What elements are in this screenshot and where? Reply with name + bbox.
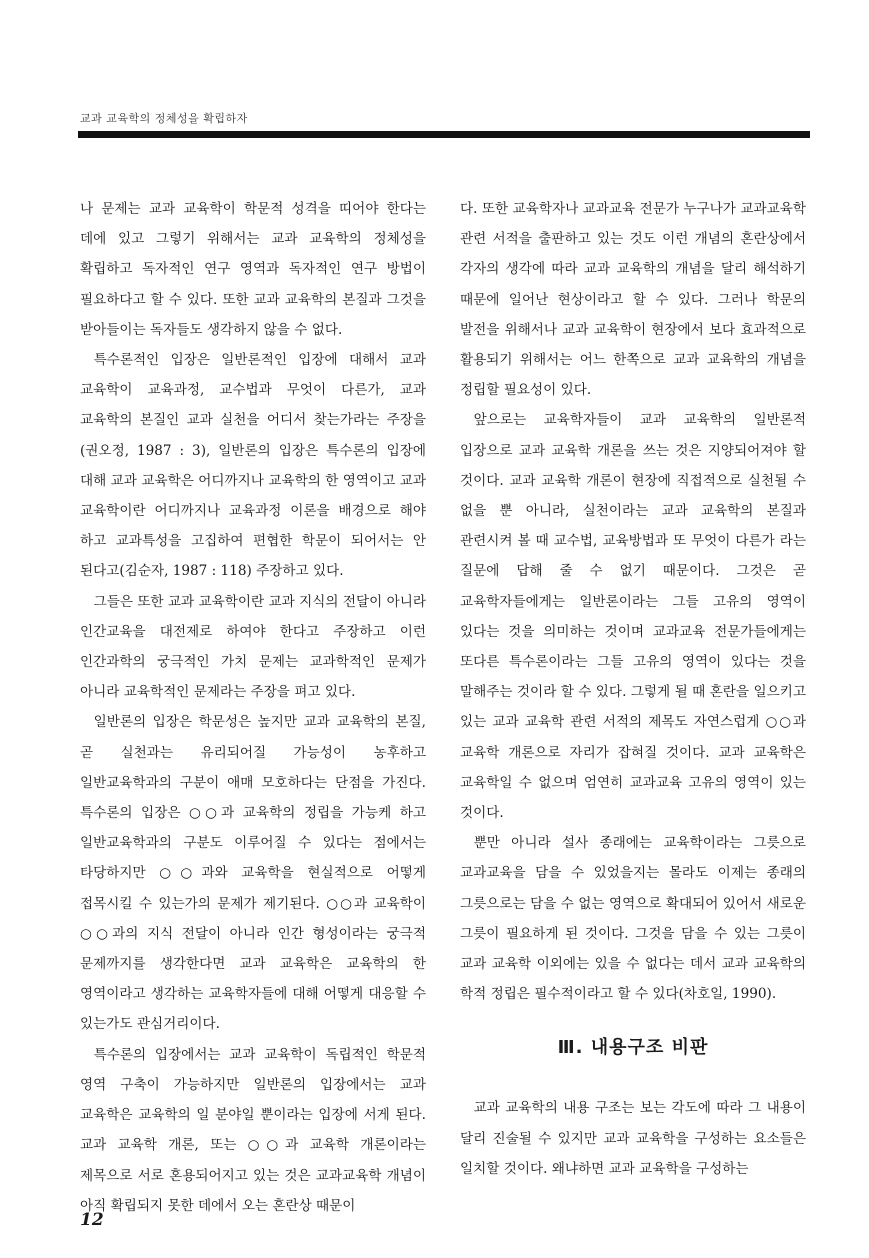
header-rule: [78, 131, 810, 138]
paragraph: 나 문제는 교과 교육학이 학문적 성격을 띠어야 한다는 데에 있고 그렇기 위해서는 교과 교육학의 정체성을 확립하고 독자적인 연구 영역과 독자적인 연구 방법이 필요하다고 할 수 있다. 또한 교과 교육학의 본질과 그것을 받아들이는 독자들도 생각하지 않을 수 없다.: [80, 201, 426, 338]
paragraph: 앞으로는 교육학자들이 교과 교육학의 일반론적 입장으로 교과 교육학 개론을 쓰는 것은 지양되어져야 할 것이다. 교과 교육학 개론이 현장에 직접적으로 실천될 수 없을 뿐 아니라, 실천이라는 교과 교육학의 본질과 관련시켜 볼 때 교수법, 교육방법과 또 무엇이 다른가 라는 질문에 답해 줄 수 없기 때문이다. 그것은 곧 교육학자들에게는 일반론이라는 그들 고유의 영역이 있다는 것을 의미하는 것이며 교과교육 전문가들에게는 또다른 특수론이라는 그들 고유의 영역이 있다는 것을 말해주는 것이라 할 수 있다. 그렇게 될 때 혼란을 일으키고 있는 교과 교육학 관련 서적의 제목도 자연스럽게 ○○과 교육학 개론으로 자리가 잡혀질 것이다. 교과 교육학은 교육학일 수 없으며 엄연히 교과교육 고유의 영역이 있는 것이다.: [460, 412, 806, 822]
paragraph: 그들은 또한 교과 교육학이란 교과 지식의 전달이 아니라 인간교육을 대전제로 하여야 한다고 주장하고 이런 인간과학의 궁극적인 가치 문제는 교과학적인 문제가 아니라 교육학적인 문제라는 주장을 펴고 있다.: [80, 593, 426, 701]
paragraph: 다. 또한 교육학자나 교과교육 전문가 누구나가 교과교육학 관련 서적을 출판하고 있는 것도 이런 개념의 혼란상에서 각자의 생각에 따라 교과 교육학의 개념을 달리 해석하기 때문에 일어난 현상이라고 할 수 있다. 그러나 학문의 발전을 위해서나 교과 교육학이 현장에서 보다 효과적으로 활용되기 위해서는 어느 한쪽으로 교과 교육학의 개념을 정립할 필요성이 있다.: [460, 201, 806, 399]
running-header: 교과 교육학의 정체성을 확립하자: [80, 112, 248, 125]
left-column: [80, 194, 426, 1221]
right-column: [460, 194, 806, 1184]
paragraph: 일반론의 입장은 학문성은 높지만 교과 교육학의 본질, 곧 실천과는 유리되어질 가능성이 농후하고 일반교육학과의 구분이 애매 모호하다는 단점을 가진다. 특수론의 입장은 ○○과 교육학의 정립을 가능케 하고 일반교육학과의 구분도 이루어질 수 있다는 점에서는 타당하지만 ○○과와 교육학을 현실적으로 어떻게 접목시킬 수 있는가의 문제가 제기된다. ○○과 교육학이 ○○과의 지식 전달이 아니라 인간 형성이라는 궁극적 문제까지를 생각한다면 교과 교육학은 교육학의 한 영역이라고 생각하는 교육학자들에 대해 어떻게 대응할 수 있는가도 관심거리이다.: [80, 714, 426, 1033]
page-number: 12: [80, 1210, 104, 1230]
section-heading: Ⅲ. 내용구조 비판: [557, 1037, 709, 1059]
paragraph: 교과 교육학의 내용 구조는 보는 각도에 따라 그 내용이 달리 진술될 수 있지만 교과 교육학을 구성하는 요소들은 일치할 것이다. 왜냐하면 교과 교육학을 구성하는: [460, 1100, 806, 1177]
paragraph: 특수론적인 입장은 일반론적인 입장에 대해서 교과 교육학이 교육과정, 교수법과 무엇이 다른가, 교과 교육학의 본질인 교과 실천을 어디서 찾는가라는 주장을 (권오정, 1987 : 3), 일반론의 입장은 특수론의 입장에 대해 교과 교육학은 어디까지나 교육학의 한 영역이고 교과 교육학이란 어디까지나 교육과정 이론을 배경으로 해야 하고 교과특성을 고집하여 편협한 학문이 되어서는 안 된다고(김순자, 1987 : 118) 주장하고 있다.: [80, 352, 426, 580]
paragraph: 뿐만 아니라 설사 종래에는 교육학이라는 그릇으로 교과교육을 담을 수 있었을지는 몰라도 이제는 종래의 그릇으로는 담을 수 없는 영역으로 확대되어 있어서 새로운 그릇이 필요하게 된 것이다. 그것을 담을 수 있는 그릇이 교과 교육학 이외에는 있을 수 없다는 데서 교과 교육학의 학적 정립은 필수적이라고 할 수 있다(차호일, 1990).: [460, 835, 806, 1003]
paragraph: 특수론의 입장에서는 교과 교육학이 독립적인 학문적 영역 구축이 가능하지만 일반론의 입장에서는 교과 교육학은 교육학의 일 분야일 뿐이라는 입장에 서게 된다. 교과 교육학 개론, 또는 ○○과 교육학 개론이라는 제목으로 서로 혼용되어지고 있는 것은 교과교육학 개념이 아직 확립되지 못한 데에서 오는 혼란상 때문이: [80, 1046, 426, 1214]
